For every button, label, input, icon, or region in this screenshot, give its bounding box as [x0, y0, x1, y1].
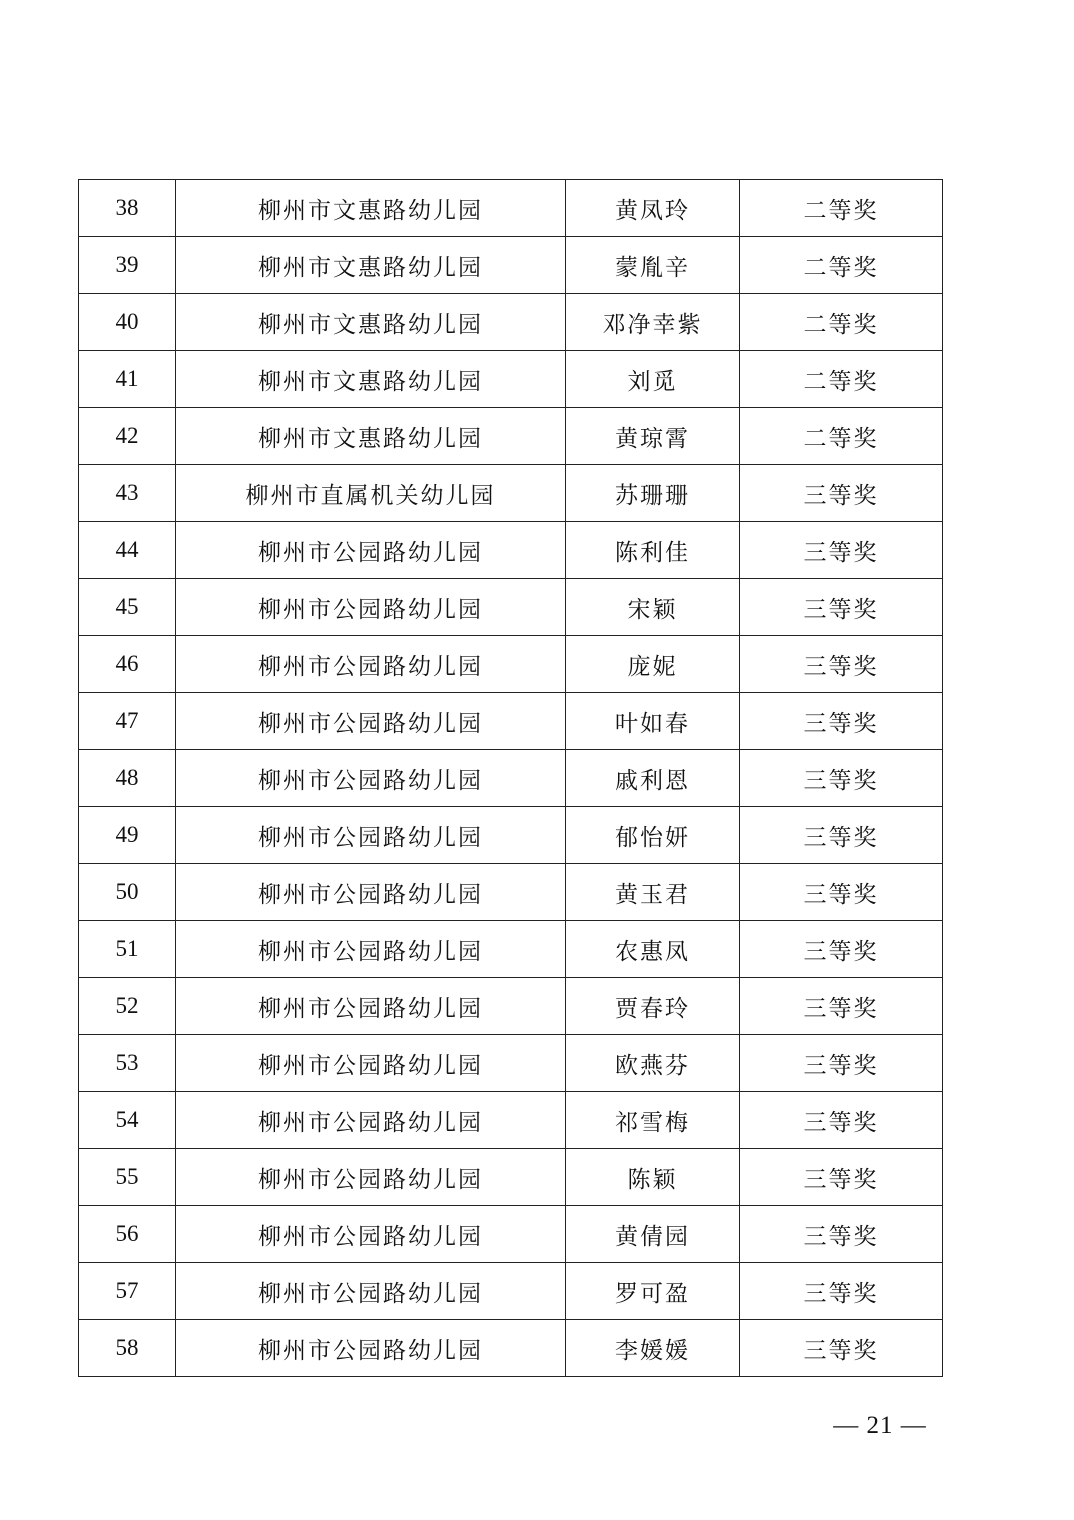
table-row: [79, 465, 943, 522]
table-row: [79, 1320, 943, 1377]
row-number: 47: [79, 693, 176, 750]
person-name: 刘觅: [566, 351, 740, 408]
table-row: [79, 1206, 943, 1263]
school-name: 柳州市文惠路幼儿园: [176, 408, 566, 465]
school-name: 柳州市公园路幼儿园: [176, 1320, 566, 1377]
table-row: [79, 864, 943, 921]
school-name: 柳州市文惠路幼儿园: [176, 294, 566, 351]
page-number: — 21 —: [833, 1412, 927, 1439]
table-row: [79, 921, 943, 978]
school-name: 柳州市文惠路幼儿园: [176, 180, 566, 237]
school-name: 柳州市公园路幼儿园: [176, 693, 566, 750]
table-row: [79, 579, 943, 636]
person-name: 蒙胤辛: [566, 237, 740, 294]
person-name: 罗可盈: [566, 1263, 740, 1320]
school-name: 柳州市公园路幼儿园: [176, 864, 566, 921]
row-number: 39: [79, 237, 176, 294]
award-level: 三等奖: [740, 693, 943, 750]
award-level: 三等奖: [740, 750, 943, 807]
row-number: 56: [79, 1206, 176, 1263]
person-name: 欧燕芬: [566, 1035, 740, 1092]
award-level: 三等奖: [740, 636, 943, 693]
school-name: 柳州市文惠路幼儿园: [176, 237, 566, 294]
person-name: 黄倩园: [566, 1206, 740, 1263]
award-level: 二等奖: [740, 237, 943, 294]
table-row: [79, 1035, 943, 1092]
school-name: 柳州市公园路幼儿园: [176, 807, 566, 864]
award-level: 二等奖: [740, 180, 943, 237]
row-number: 46: [79, 636, 176, 693]
school-name: 柳州市公园路幼儿园: [176, 1263, 566, 1320]
school-name: 柳州市公园路幼儿园: [176, 636, 566, 693]
award-level: 三等奖: [740, 1092, 943, 1149]
award-level: 三等奖: [740, 1206, 943, 1263]
award-level: 三等奖: [740, 1149, 943, 1206]
person-name: 祁雪梅: [566, 1092, 740, 1149]
table-row: [79, 807, 943, 864]
table-row: [79, 408, 943, 465]
award-level: 三等奖: [740, 1035, 943, 1092]
row-number: 53: [79, 1035, 176, 1092]
row-number: 41: [79, 351, 176, 408]
school-name: 柳州市公园路幼儿园: [176, 921, 566, 978]
table-row: [79, 180, 943, 237]
row-number: 40: [79, 294, 176, 351]
school-name: 柳州市公园路幼儿园: [176, 1206, 566, 1263]
award-level: 三等奖: [740, 579, 943, 636]
table-row: [79, 1092, 943, 1149]
award-level: 三等奖: [740, 807, 943, 864]
table-row: [79, 693, 943, 750]
row-number: 55: [79, 1149, 176, 1206]
person-name: 郁怡妍: [566, 807, 740, 864]
school-name: 柳州市公园路幼儿园: [176, 579, 566, 636]
person-name: 李媛媛: [566, 1320, 740, 1377]
award-level: 三等奖: [740, 1263, 943, 1320]
row-number: 50: [79, 864, 176, 921]
award-level: 三等奖: [740, 465, 943, 522]
person-name: 陈颖: [566, 1149, 740, 1206]
table-row: [79, 978, 943, 1035]
row-number: 54: [79, 1092, 176, 1149]
row-number: 42: [79, 408, 176, 465]
row-number: 58: [79, 1320, 176, 1377]
school-name: 柳州市文惠路幼儿园: [176, 351, 566, 408]
table-row: [79, 237, 943, 294]
award-level: 二等奖: [740, 294, 943, 351]
award-level: 三等奖: [740, 864, 943, 921]
school-name: 柳州市公园路幼儿园: [176, 1149, 566, 1206]
person-name: 宋颖: [566, 579, 740, 636]
row-number: 51: [79, 921, 176, 978]
awards-table: [78, 179, 943, 1377]
person-name: 戚利恩: [566, 750, 740, 807]
table-row: [79, 522, 943, 579]
person-name: 黄玉君: [566, 864, 740, 921]
person-name: 黄琼霄: [566, 408, 740, 465]
row-number: 44: [79, 522, 176, 579]
row-number: 45: [79, 579, 176, 636]
school-name: 柳州市公园路幼儿园: [176, 522, 566, 579]
table-row: [79, 351, 943, 408]
school-name: 柳州市公园路幼儿园: [176, 978, 566, 1035]
table-row: [79, 294, 943, 351]
person-name: 贾春玲: [566, 978, 740, 1035]
award-level: 三等奖: [740, 921, 943, 978]
row-number: 49: [79, 807, 176, 864]
row-number: 57: [79, 1263, 176, 1320]
person-name: 庞妮: [566, 636, 740, 693]
row-number: 52: [79, 978, 176, 1035]
row-number: 38: [79, 180, 176, 237]
person-name: 叶如春: [566, 693, 740, 750]
row-number: 48: [79, 750, 176, 807]
table-row: [79, 1263, 943, 1320]
table-row: [79, 750, 943, 807]
person-name: 邓净幸紫: [566, 294, 740, 351]
award-level: 三等奖: [740, 978, 943, 1035]
person-name: 苏珊珊: [566, 465, 740, 522]
award-level: 二等奖: [740, 408, 943, 465]
award-level: 三等奖: [740, 522, 943, 579]
award-level: 二等奖: [740, 351, 943, 408]
school-name: 柳州市公园路幼儿园: [176, 1092, 566, 1149]
school-name: 柳州市公园路幼儿园: [176, 1035, 566, 1092]
school-name: 柳州市公园路幼儿园: [176, 750, 566, 807]
table-row: [79, 1149, 943, 1206]
person-name: 农惠凤: [566, 921, 740, 978]
person-name: 黄凤玲: [566, 180, 740, 237]
award-level: 三等奖: [740, 1320, 943, 1377]
table-row: [79, 636, 943, 693]
awards-table-body: [79, 180, 943, 1377]
row-number: 43: [79, 465, 176, 522]
person-name: 陈利佳: [566, 522, 740, 579]
school-name: 柳州市直属机关幼儿园: [176, 465, 566, 522]
